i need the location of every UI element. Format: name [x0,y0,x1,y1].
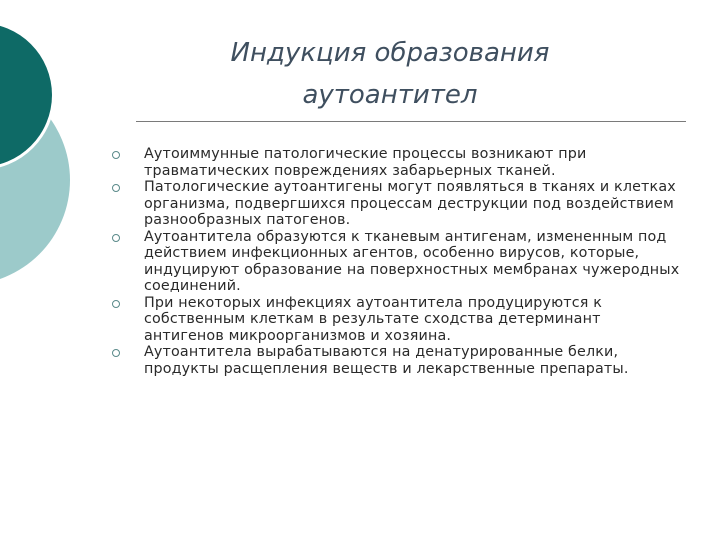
bullet-text: Аутоиммунные патологические процессы возникают при травматических повреждениях забарьерных тканей. [144,146,587,179]
bullet-text: Патологические аутоантигены могут появляться в тканях и клетках организма, подвергшихся процессам деструкции под воздействием разнообразных патогенов. [144,179,676,228]
bullet-text: Аутоантитела образуются к тканевым антигенам, измененным под действием инфекционных агентов, особенно вирусов, которые, индуцируют образование на поверхностных мембранах чужеродных соединений. [144,228,680,294]
decorative-circles [0,0,120,300]
bullet-text: Аутоантитела вырабатываются на денатурированные белки, продукты расщепления веществ и лекарственные препараты. [144,344,629,377]
slide-title [210,32,570,116]
circle-bullet-icon [112,300,120,308]
slide-title-line1: Индукция образования [230,38,550,68]
bullet-item [112,146,682,179]
bullet-item [112,179,682,229]
circle-bullet-icon [112,151,120,159]
bullet-item [112,295,682,345]
bullet-item [112,229,682,295]
bullet-list [112,146,682,377]
bullet-item [112,344,682,377]
bullet-text: При некоторых инфекциях аутоантитела продуцируются к собственным клеткам в результате сходства детерминант антигенов микроорганизмов и хозяина. [144,294,603,344]
slide-title-line2: аутоантител [302,80,478,110]
circle-bullet-icon [112,234,120,242]
title-divider [136,121,686,122]
circle-bullet-icon [112,184,120,192]
circle-bullet-icon [112,349,120,357]
